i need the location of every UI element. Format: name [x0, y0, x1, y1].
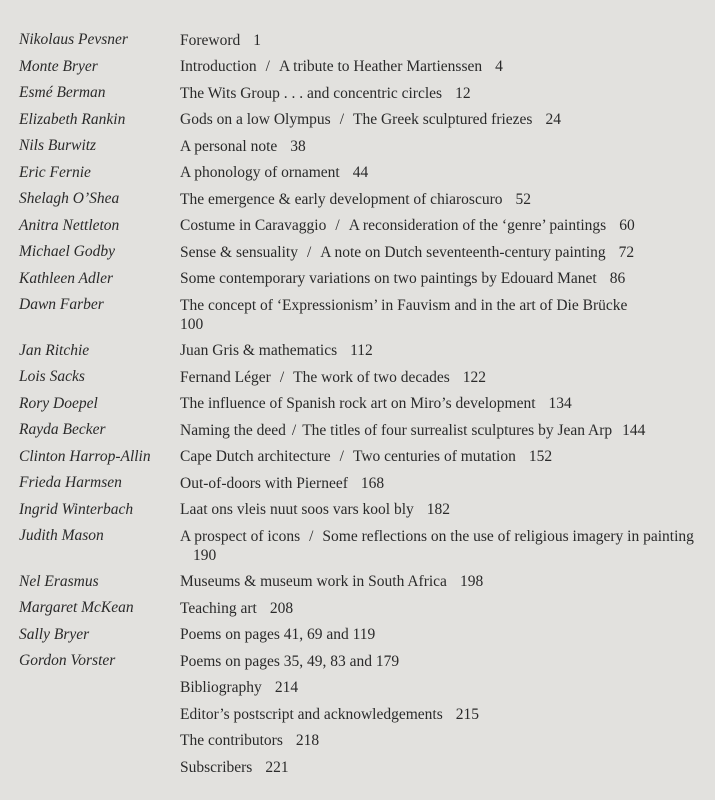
toc-row [0, 417, 715, 444]
main-title: The Wits Group . . . and concentric circles [180, 84, 443, 102]
author-name: Elizabeth Rankin [19, 110, 126, 128]
author-name: Sally Bryer [19, 625, 90, 643]
entry-title [180, 444, 710, 471]
page-number: 60 [619, 217, 635, 234]
entry-title [180, 569, 710, 596]
page-number: 221 [265, 758, 289, 776]
title-separator: / [265, 58, 270, 75]
author-name: Kathleen Adler [19, 269, 113, 287]
author-name: Monte Bryer [19, 57, 98, 75]
author-name: Lois Sacks [19, 368, 85, 385]
entry-title [180, 133, 710, 160]
author-name: Rayda Becker [19, 421, 106, 438]
author-name: Nel Erasmus [19, 572, 99, 590]
subtitle: The Greek sculptured friezes [353, 111, 533, 128]
main-title: A personal note [180, 137, 278, 155]
author-name: Nikolaus Pevsner [19, 31, 128, 48]
page-number: 1 [253, 31, 262, 49]
main-title: Cape Dutch architecture [180, 448, 331, 465]
author-name: Judith Mason [19, 527, 104, 544]
toc-row [0, 701, 715, 728]
page-number: 86 [609, 270, 626, 287]
entry-title [180, 417, 710, 444]
main-title: Teaching art [180, 599, 257, 617]
page-number: 52 [515, 190, 531, 208]
toc-row [0, 569, 715, 596]
main-title: Fernand Léger [180, 368, 271, 386]
subtitle: Some reflections on the use of religious imagery in painting [322, 527, 694, 545]
author-name: Jan Ritchie [19, 341, 90, 359]
page-number: 218 [295, 732, 320, 749]
entry-title [180, 80, 710, 107]
main-title: A phonology of ornament [180, 164, 340, 181]
entry-title [180, 470, 710, 497]
toc-row [0, 622, 715, 649]
page-number: 24 [545, 111, 561, 128]
toc-row [0, 107, 715, 134]
entry-title [180, 107, 710, 134]
main-title: Foreword [180, 31, 241, 49]
main-title: Out-of-doors with Pierneef [180, 474, 348, 492]
entry-title [180, 701, 710, 728]
entry-title [180, 54, 710, 81]
page-number: 72 [618, 243, 635, 261]
title-separator: / [279, 368, 285, 386]
entry-title [180, 266, 710, 293]
toc-row [0, 160, 715, 187]
page-number: 144 [622, 421, 646, 439]
page-number: 190 [193, 546, 217, 564]
title-separator: / [335, 217, 340, 234]
page-number: 38 [290, 137, 306, 155]
toc-row [0, 133, 715, 160]
title-separator: / [291, 421, 297, 439]
page-number: 100 [180, 315, 204, 333]
subtitle: The titles of four surrealist sculptures by Jean Arp [302, 421, 613, 439]
author-name: Ingrid Winterbach [19, 500, 134, 518]
author-name: Anitra Nettleton [19, 216, 120, 234]
entry-title [180, 728, 710, 755]
main-title: Editor’s postscript and acknowledgements [180, 705, 443, 723]
subtitle: A note on Dutch seventeenth-century painting [320, 243, 606, 261]
toc-row [0, 213, 715, 240]
entry-title [180, 213, 710, 240]
page-number: 122 [462, 368, 487, 386]
subtitle: The work of two decades [293, 368, 450, 386]
main-title: Some contemporary variations on two paintings by Edouard Manet [180, 270, 597, 287]
author-name: Dawn Farber [19, 296, 104, 313]
toc-row [0, 595, 715, 622]
toc-row [0, 364, 715, 391]
entry-title [180, 675, 710, 702]
main-title: Poems on pages 41, 69 and 119 [180, 626, 376, 643]
main-title: A prospect of icons [180, 527, 301, 545]
author-name: Michael Godby [19, 243, 115, 260]
page-number: 12 [455, 84, 471, 102]
main-title: Bibliography [180, 679, 262, 696]
toc-row [0, 675, 715, 702]
author-name: Gordon Vorster [19, 652, 116, 669]
author-name: Frieda Harmsen [19, 474, 122, 491]
main-title: Costume in Caravaggio [180, 217, 327, 234]
main-title: Naming the deed [180, 421, 286, 439]
entry-title [180, 338, 710, 365]
page-number: 112 [350, 342, 373, 359]
toc-row [0, 470, 715, 497]
entry-title [180, 239, 710, 266]
toc-row [0, 391, 715, 418]
entry-title [180, 160, 710, 187]
title-separator: / [339, 448, 344, 465]
main-title: Laat ons vleis nuut soos vars kool bly [180, 501, 414, 518]
main-title: Gods on a low Olympus [180, 111, 331, 128]
title-separator: / [339, 111, 345, 128]
entry-title [180, 523, 710, 569]
entry-title [180, 292, 710, 338]
toc-row [0, 27, 715, 54]
toc-row [0, 444, 715, 471]
toc-row [0, 239, 715, 266]
subtitle: A tribute to Heather Martienssen [278, 58, 483, 75]
author-name: Rory Doepel [19, 394, 98, 412]
entry-title [180, 364, 710, 391]
page-number: 152 [528, 448, 553, 465]
page-number: 215 [455, 705, 479, 723]
main-title: Introduction [180, 58, 257, 75]
table-of-contents [0, 27, 715, 781]
toc-row [0, 80, 715, 107]
main-title: Museums & museum work in South Africa [180, 573, 447, 590]
main-title: The concept of ‘Expressionism’ in Fauvism and in the art of Die Brücke [180, 296, 628, 314]
entry-title [180, 186, 710, 213]
toc-row [0, 54, 715, 81]
subtitle: Two centuries of mutation [352, 448, 516, 465]
author-name: Clinton Harrop-Allin [19, 447, 151, 465]
author-name: Margaret McKean [19, 599, 134, 616]
toc-row [0, 266, 715, 293]
entry-title [180, 622, 710, 649]
author-name: Eric Fernie [19, 163, 91, 181]
title-separator: / [309, 527, 314, 545]
toc-row [0, 728, 715, 755]
page-number: 208 [269, 599, 294, 617]
main-title: Juan Gris & mathematics [180, 342, 338, 359]
entry-title [180, 391, 710, 418]
main-title: Subscribers [180, 758, 253, 776]
title-separator: / [306, 243, 312, 261]
toc-row [0, 523, 715, 569]
main-title: The influence of Spanish rock art on Miro’s development [180, 395, 536, 412]
toc-row [0, 648, 715, 675]
entry-title [180, 27, 710, 54]
author-name: Shelagh O’Shea [19, 190, 120, 207]
entry-title [180, 754, 710, 781]
page-number: 44 [352, 164, 369, 181]
page-number: 182 [426, 501, 451, 518]
main-title: Sense & sensuality [180, 243, 298, 261]
page-number: 214 [274, 679, 299, 696]
entry-title [180, 497, 710, 524]
toc-row [0, 292, 715, 338]
toc-row [0, 497, 715, 524]
page-number: 198 [459, 573, 484, 590]
page-number: 134 [548, 395, 572, 412]
author-name: Nils Burwitz [19, 137, 97, 154]
page-number: 4 [495, 58, 503, 75]
author-name: Esmé Berman [19, 84, 106, 101]
entry-title [180, 595, 710, 622]
toc-row [0, 338, 715, 365]
main-title: Poems on pages 35, 49, 83 and 179 [180, 652, 400, 670]
toc-row [0, 754, 715, 781]
page-number: 168 [360, 474, 385, 492]
main-title: The emergence & early development of chiaroscuro [180, 190, 503, 208]
entry-title [180, 648, 710, 675]
main-title: The contributors [180, 732, 283, 749]
subtitle: A reconsideration of the ‘genre’ paintings [348, 217, 607, 234]
toc-row [0, 186, 715, 213]
